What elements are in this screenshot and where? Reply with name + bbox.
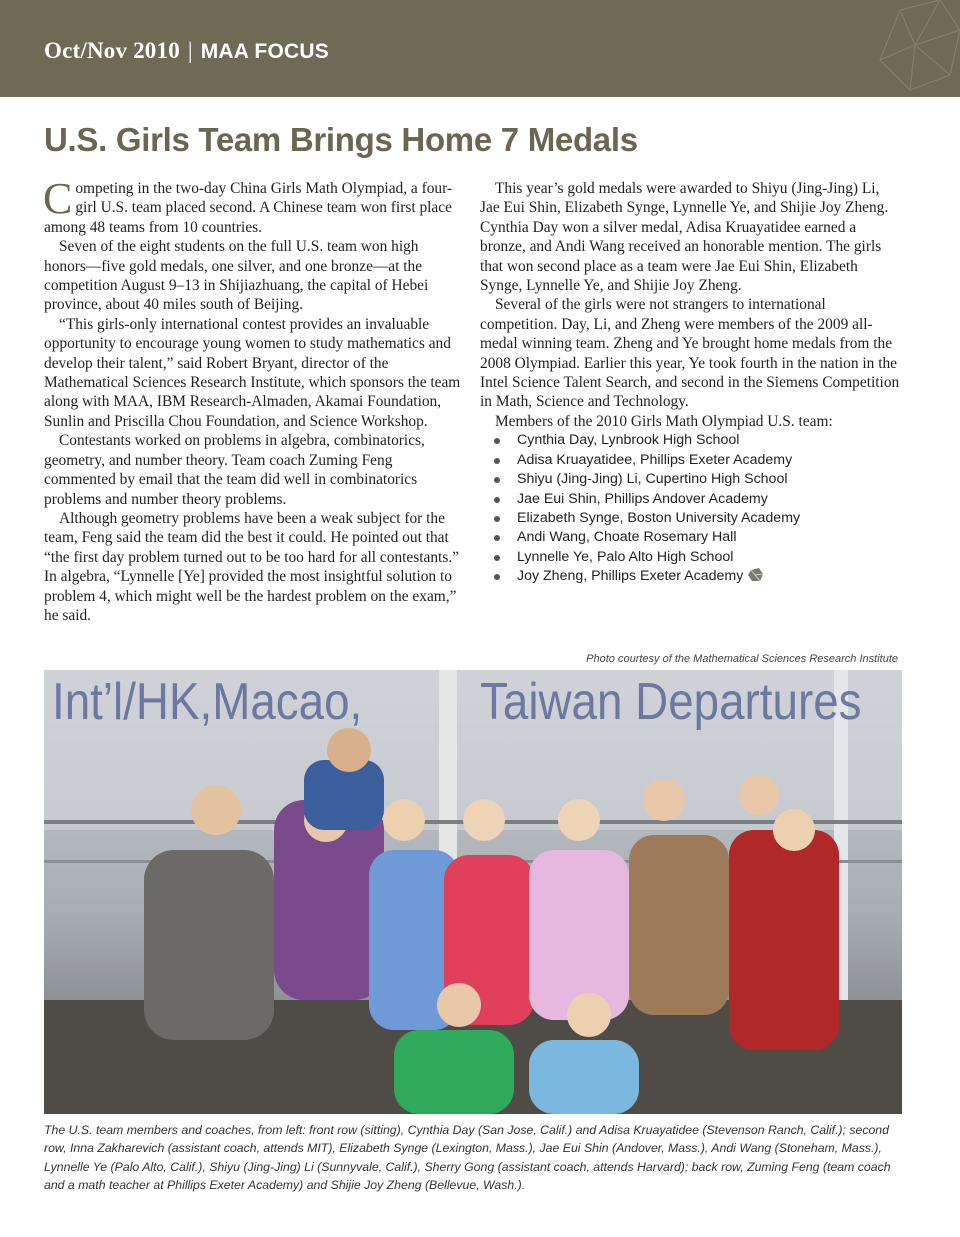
airport-sign-left: Int’l/HK,Macao, [52,673,363,731]
page-header-banner [0,0,960,97]
team-photo-illustration [44,670,902,1114]
paragraph-intro [43,174,462,237]
team-members-list [480,431,902,586]
paragraph: Several of the girls were not strangers to international competition. Day, Li, and Zheng were members of the 2009 all-medal winning team. Zheng and Ye brought home medals from the 2008 Olympiad. Earlier this year, Ye took fourth in the nation in the Intel Science Talent Search, and second in the Siemens Competition in Math, Science and Technology. [480,296,900,411]
article-column-left [43,174,462,625]
running-header [44,38,329,64]
list-item: Jae Eui Shin, Phillips Andover Academy [480,490,902,509]
paragraph: Contestants worked on problems in algebra, combinatorics, geometry, and number theory. Team coach Zuming Feng commented by email that the team did well in combinatorics problems and number theory problems. [44,432,425,508]
article-title: U.S. Girls Team Brings Home 7 Medals [44,121,638,158]
paragraph: Although geometry problems have been a weak subject for the team, Feng said the team did the best it could. He pointed out that “the first day problem turned out to be too hard for all contestants.” In algebra, “Lynnelle [Ye] provided the most insightful solution to problem 4, which might well be the hardest problem on the exam,” he said. [44,509,459,624]
paragraph: “This girls-only international contest provides an invaluable opportunity to encourage young women to study mathematics and develop their talent,” said Robert Bryant, director of the Mathematical Sciences Research Institute, which sponsors the team along with MAA, IBM Research-Almaden, Akamai Foundation, Sunlin and Priscilla Chou Foundation, and Science Workshop. [44,315,461,430]
publication-name: MAA FOCUS [200,40,329,63]
photo-credit: Photo courtesy of the Mathematical Sciences Research Institute [586,653,898,665]
issue-date: Oct/Nov 2010 [44,38,180,63]
paragraph: Seven of the eight students on the full U.S. team won high honors—five gold medals, one silver, and one bronze—at the competition August 9–13 in Shijiazhuang, the capital of Hebei province, about 40 miles south of Beijing. [44,238,429,314]
drop-cap: C [43,174,73,223]
list-item: Shiyu (Jing-Jing) Li, Cupertino High School [480,470,902,489]
end-of-article-icon [748,568,764,582]
article-column-right [480,179,902,587]
paragraph: This year’s gold medals were awarded to Shiyu (Jing-Jing) Li, Jae Eui Shin, Elizabeth Synge, Lynnelle Ye, and Shijie Joy Zheng. Cynthia Day won a silver medal, Adisa Kruayatidee earned a bronze, and Andi Wang received an honorable mention. The girls that won second place as a team were Jae Eui Shin, Elizabeth Synge, Lynnelle Ye, and Shijie Joy Zheng. [480,180,889,295]
paragraph-intro-text: ompeting in the two-day China Girls Math Olympiad, a four-girl U.S. team placed second. A Chinese team won first place among 48 teams from 10 countries. [44,180,453,236]
list-item: Elizabeth Synge, Boston University Academy [480,509,902,528]
polyhedron-watermark-icon [870,0,960,97]
list-item: Adisa Kruayatidee, Phillips Exeter Academy [480,451,902,470]
airport-sign-right: Taiwan Departures [480,673,862,731]
list-item-text: Joy Zheng, Phillips Exeter Academy [517,568,744,585]
header-separator: | [187,38,193,63]
team-photo [44,670,902,1114]
list-item: Andi Wang, Choate Rosemary Hall [480,528,902,547]
photo-caption: The U.S. team members and coaches, from left: front row (sitting), Cynthia Day (San Jose, Calif.) and Adisa Kruayatidee (Stevenson Ranch, Calif.); second row, Inna Zakharevich (assistant coach, attends MIT), Elizabeth Synge (Lexington, Mass.), Jae Eui Shin (Andover, Mass.), Andi Wang (Stoneham, Mass.), Lynnelle Ye (Palo Alto, Calif.), Shiyu (Jing-Jing) Li (Sunnyvale, Calif.), Sherry Gong (assistant coach, attends Harvard); back row, Zuming Feng (team coach and a math teacher at Phillips Exeter Academy) and Shijie Joy Zheng (Bellevue, Wash.). [44,1123,891,1193]
paragraph: Members of the 2010 Girls Math Olympiad U.S. team: [495,412,833,430]
list-item: Lynnelle Ye, Palo Alto High School [480,548,902,567]
list-item [480,567,902,586]
list-item: Cynthia Day, Lynbrook High School [480,431,902,450]
